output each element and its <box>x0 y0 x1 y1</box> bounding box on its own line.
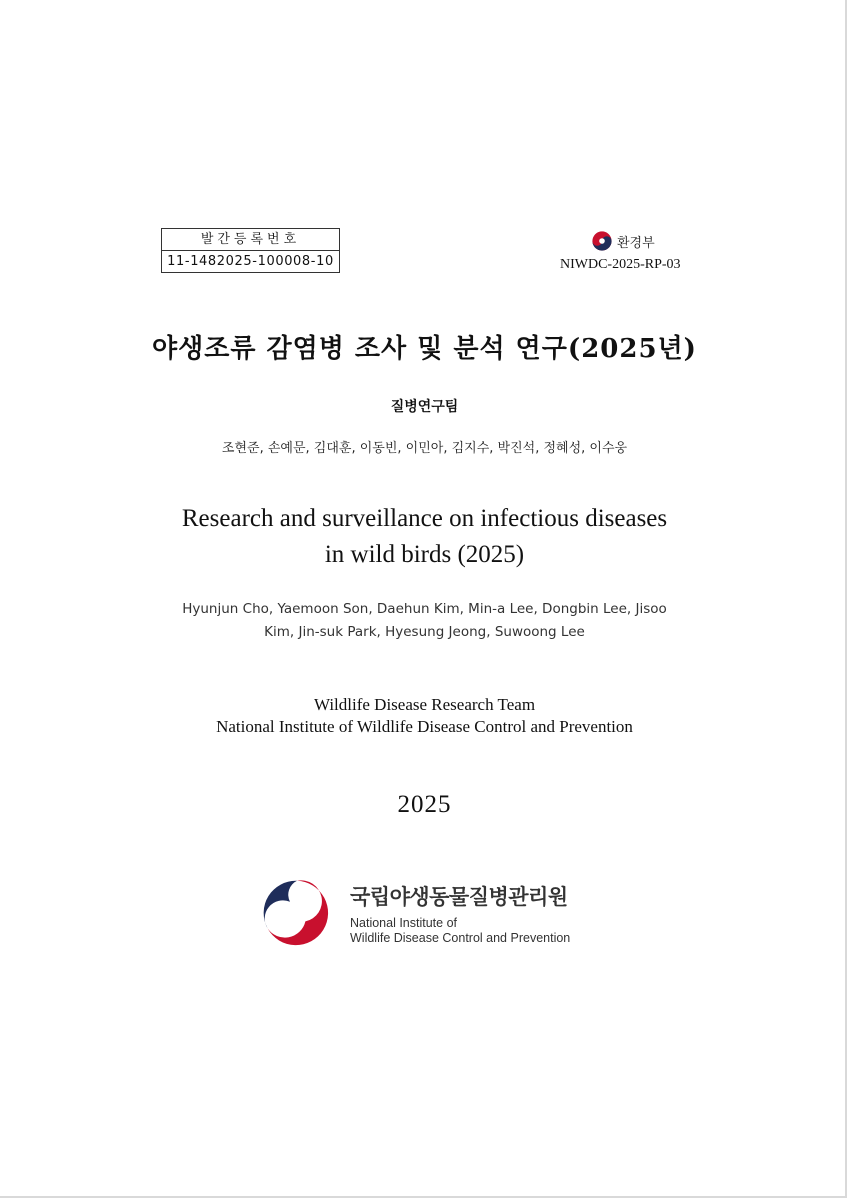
registration-number: 11-1482025-100008-10 <box>162 251 340 273</box>
team-english: Wildlife Disease Research Team <box>313 695 536 714</box>
institute-name-english-line2: Wildlife Disease Control and Prevention <box>350 930 571 945</box>
authors-english-line1: Hyunjun Cho, Yaemoon Son, Daehun Kim, Min-a Lee, Dongbin Lee, Jisoo <box>182 601 667 617</box>
team-korean: 질병연구팀 <box>390 399 459 415</box>
title-english-line2: in wild birds (2025) <box>324 541 525 568</box>
authors-korean: 조현준, 손예문, 김대훈, 이동빈, 이민아, 김지수, 박진석, 정혜성, 이수웅 <box>221 441 628 456</box>
institute-english: National Institute of Wildlife Disease Control and Prevention <box>216 717 633 736</box>
authors-english-line2: Kim, Jin-suk Park, Hyesung Jeong, Suwoong Lee <box>264 624 585 640</box>
taegeuk-emblem-icon <box>592 231 612 251</box>
institute-logo <box>262 878 570 948</box>
report-code: NIWDC-2025-RP-03 <box>560 257 681 272</box>
ministry-name: 환경부 <box>617 235 655 251</box>
institute-name-english-line1: National Institute of <box>350 915 458 930</box>
registration-label: 발간등록번호 <box>162 229 340 251</box>
publication-year: 2025 <box>397 791 452 818</box>
title-english-line1: Research and surveillance on infectious diseases <box>181 505 668 532</box>
registration-box <box>161 228 340 273</box>
taegeuk-emblem-icon <box>262 878 332 948</box>
ministry-logo <box>592 231 655 251</box>
institute-name-korean: 국립야생동물질병관리원 <box>350 884 568 909</box>
title-korean: 야생조류 감염병 조사 및 분석 연구(2025년) <box>152 334 697 364</box>
